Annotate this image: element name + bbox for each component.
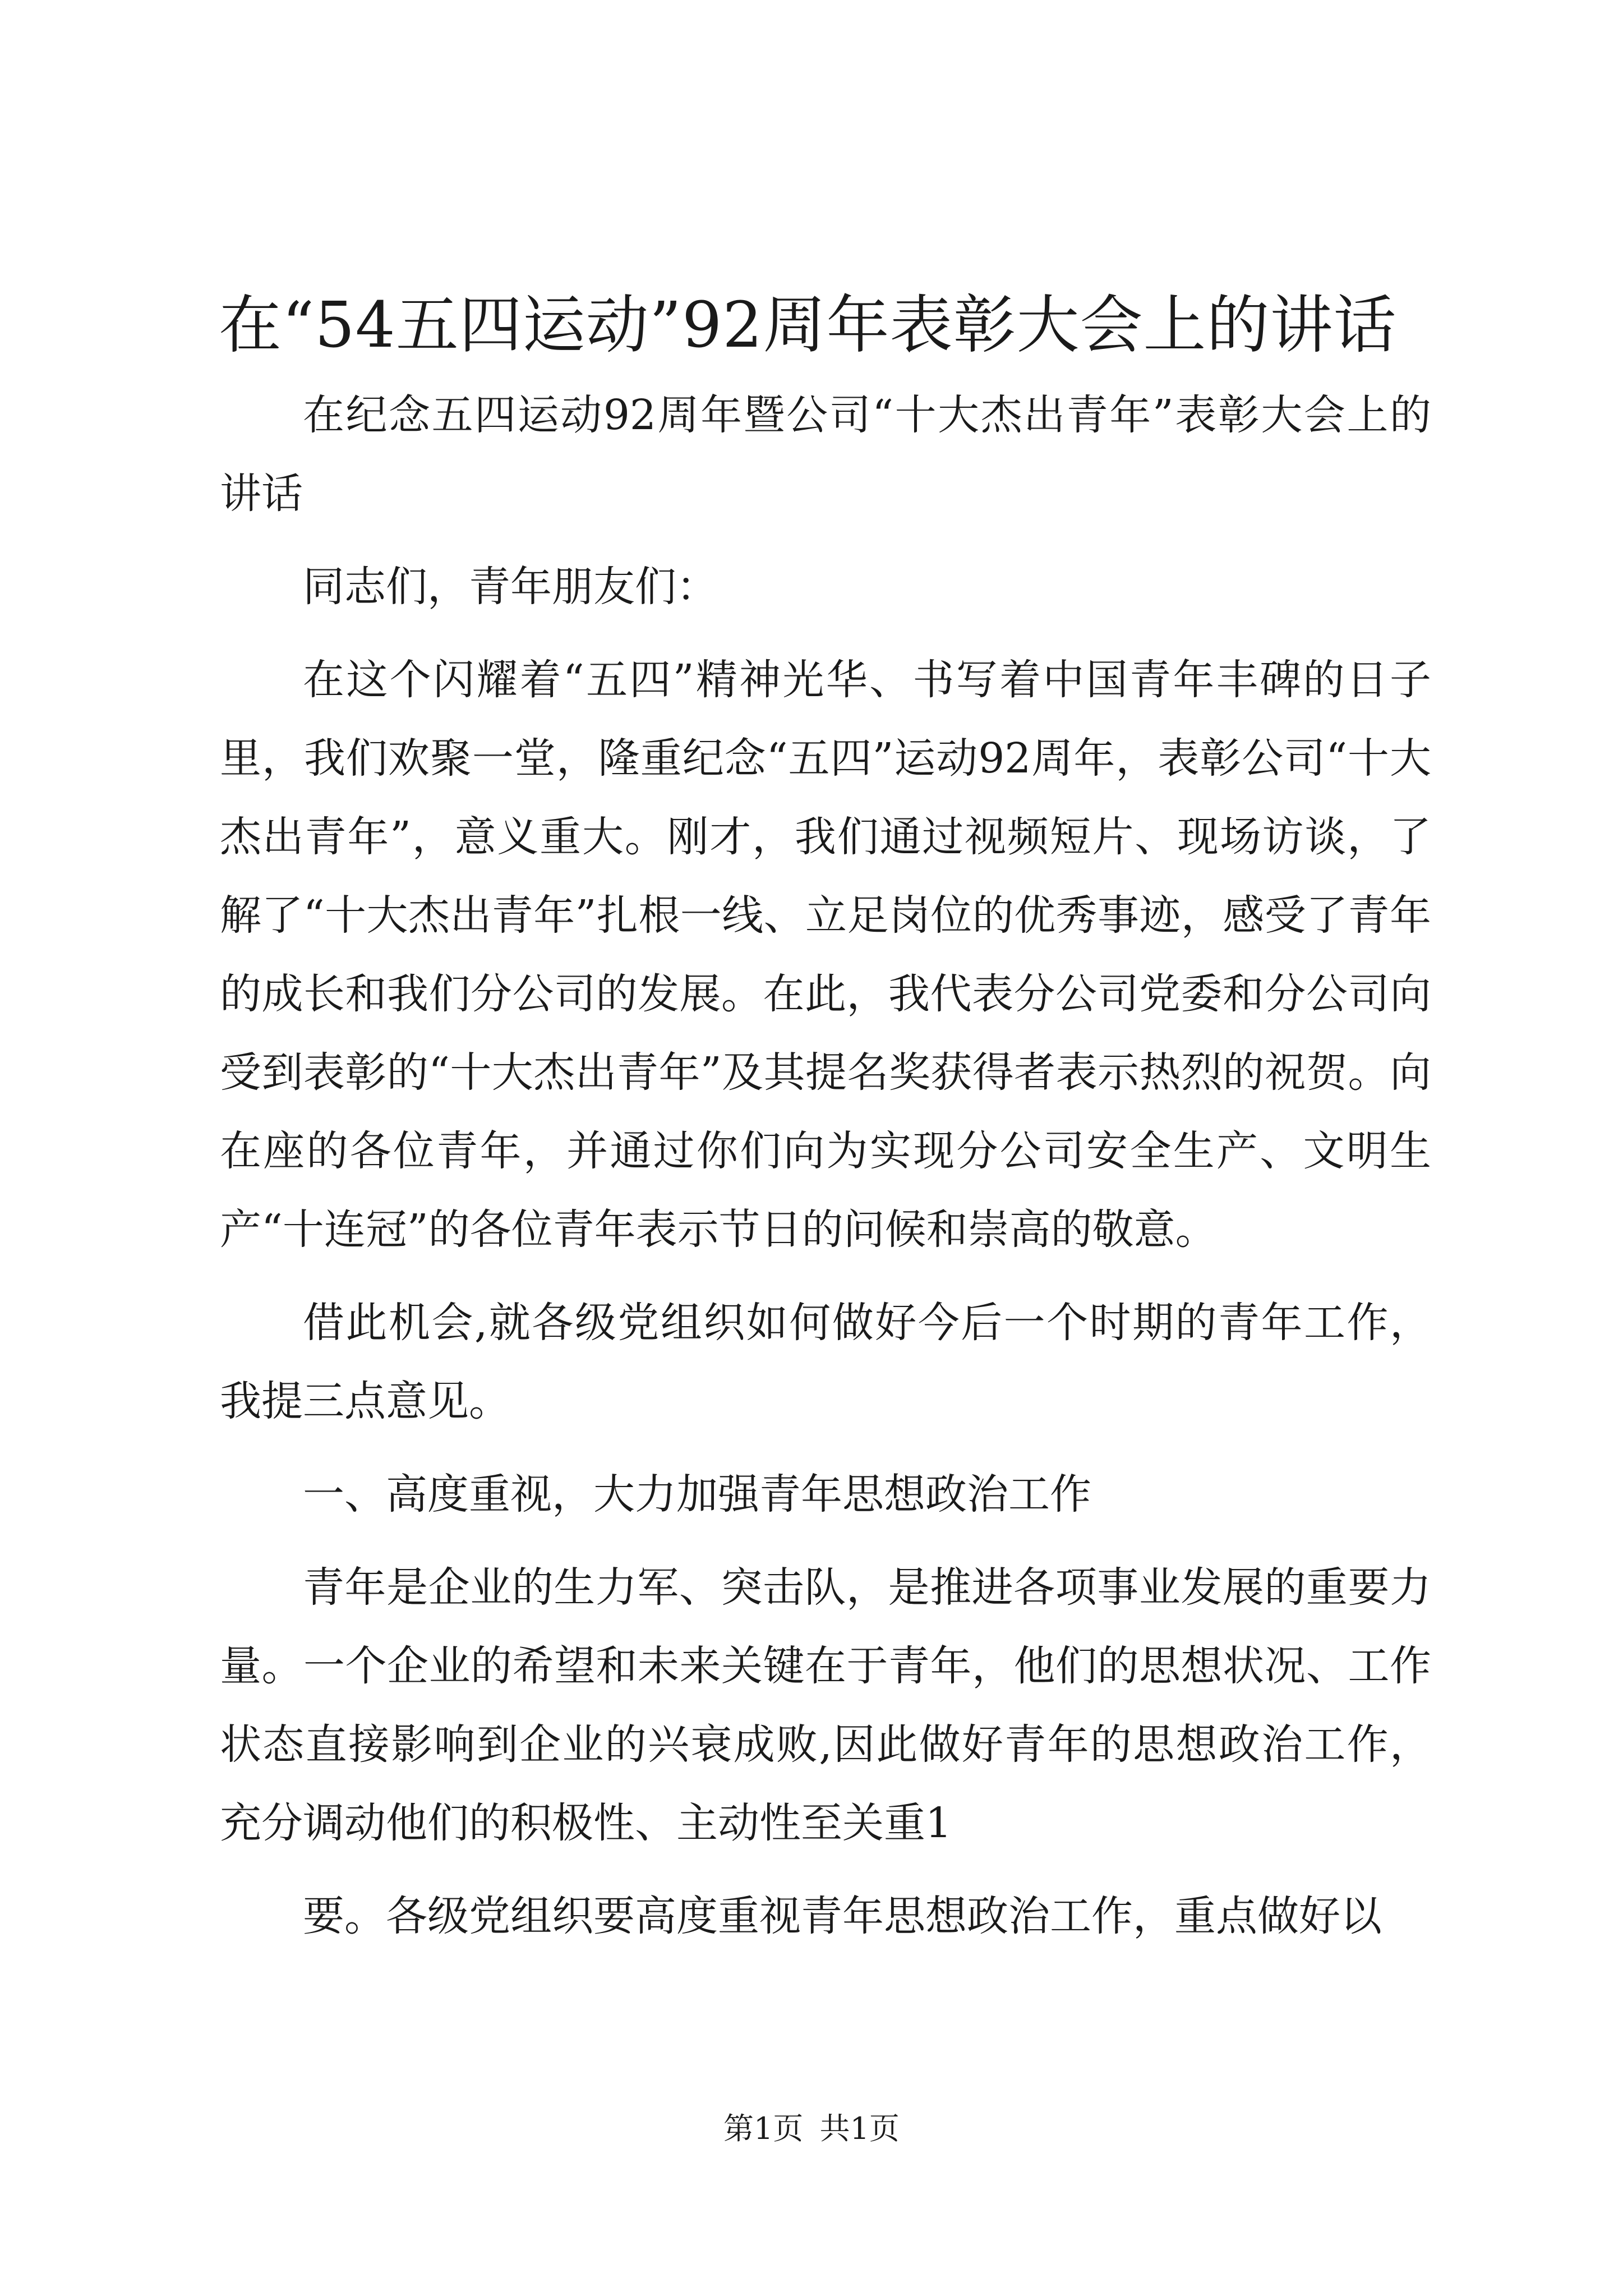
- paragraph: 借此机会,就各级党组织如何做好今后一个时期的青年工作，我提三点意见。: [220, 1299, 1431, 1425]
- paragraph: 同志们，青年朋友们：: [303, 563, 718, 611]
- document-body: [220, 376, 1431, 1970]
- paragraph: 青年是企业的生力军、突击队，是推进各项事业发展的重要力量。一个企业的希望和未来关键在于青年，他们的思想状况、工作状态直接影响到企业的兴衰成败,因此做好青年的思想政治工作，充分调动他们的积极性、主动性至关重1: [220, 1563, 1431, 1847]
- paragraph: 在纪念五四运动92周年暨公司“十大杰出青年”表彰大会上的讲话: [220, 391, 1431, 518]
- page-number: 第1页: [723, 2111, 804, 2146]
- section-heading: 一、高度重视，大力加强青年思想政治工作: [303, 1470, 1091, 1519]
- document-title: 在“54五四运动”92周年表彰大会上的讲话: [219, 289, 1397, 362]
- paragraph: 在这个闪耀着“五四”精神光华、书写着中国青年丰碑的日子里，我们欢聚一堂，隆重纪念“五四”运动92周年，表彰公司“十大杰出青年”，意义重大。刚才，我们通过视频短片、现场访谈，了解了“十大杰出青年”扎根一线、立足岗位的优秀事迹，感受了青年的成长和我们分公司的发展。在此，我代表分公司党委和分公司向受到表彰的“十大杰出青年”及其提名奖获得者表示热烈的祝贺。向在座的各位青年，并通过你们向为实现分公司安全生产、文明生产“十连冠”的各位青年表示节日的问候和崇高的敬意。: [220, 656, 1431, 1254]
- paragraph: 要。各级党组织要高度重视青年思想政治工作，重点做好以: [303, 1892, 1382, 1940]
- page-total: 共1页: [819, 2111, 900, 2146]
- page-footer: [0, 2109, 1623, 2148]
